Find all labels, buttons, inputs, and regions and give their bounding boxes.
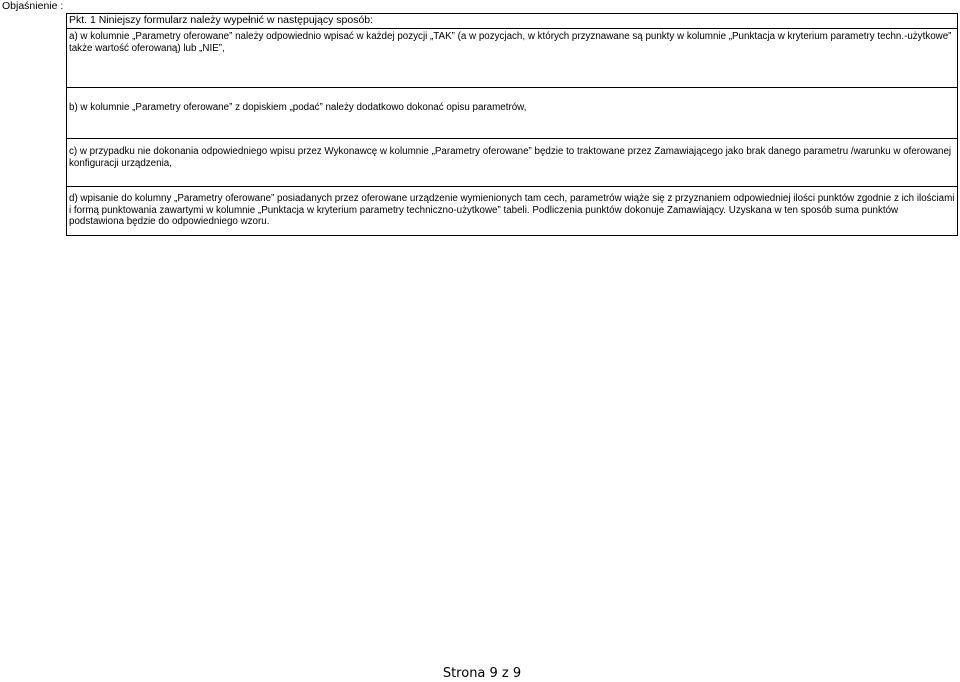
instructions-title: Pkt. 1 Niniejszy formularz należy wypełnić w następujący sposób: [67,14,958,29]
instruction-b: b) w kolumnie „Parametry oferowane” z dopiskiem „podać” należy dodatkowo dokonać opisu parametrów, [67,88,958,139]
explanation-heading: Objaśnienie : [2,0,64,12]
table-row [67,139,958,187]
table-row [67,187,958,236]
page-number: Strona 9 z 9 [442,666,522,681]
instruction-c: c) w przypadku nie dokonania odpowiedniego wpisu przez Wykonawcę w kolumnie „Parametry oferowane” będzie to traktowane przez Zamawiającego jako brak danego parametru /warunku w oferowanej konfiguracji urządzenia, [67,139,958,187]
table-row [67,14,958,29]
instructions-table [66,13,958,236]
instruction-a: a) w kolumnie „Parametry oferowane” należy odpowiednio wpisać w każdej pozycji „TAK” (a w pozycjach, w których przyznawane są punkty w kolumnie „Punktacja w kryterium parametry techn.-użytkowe” także wartość oferowaną) lub „NIE”, [67,29,958,88]
table-row [67,29,958,88]
instruction-d: d) wpisanie do kolumny „Parametry oferowane” posiadanych przez oferowane urządzenie wymienionych tam cech, parametrów wiąże się z przyznaniem odpowiedniej ilości punktów zgodnie z ich ilościami i formą punktowania zawartymi w kolumnie „Punktacja w kryterium parametry techniczno-użytkowe” tabeli. Podliczenia punktów dokonuje Zamawiający. Uzyskana w ten sposób suma punktów podstawiona będzie do odpowiedniego wzoru. [67,187,958,236]
table-row [67,88,958,139]
